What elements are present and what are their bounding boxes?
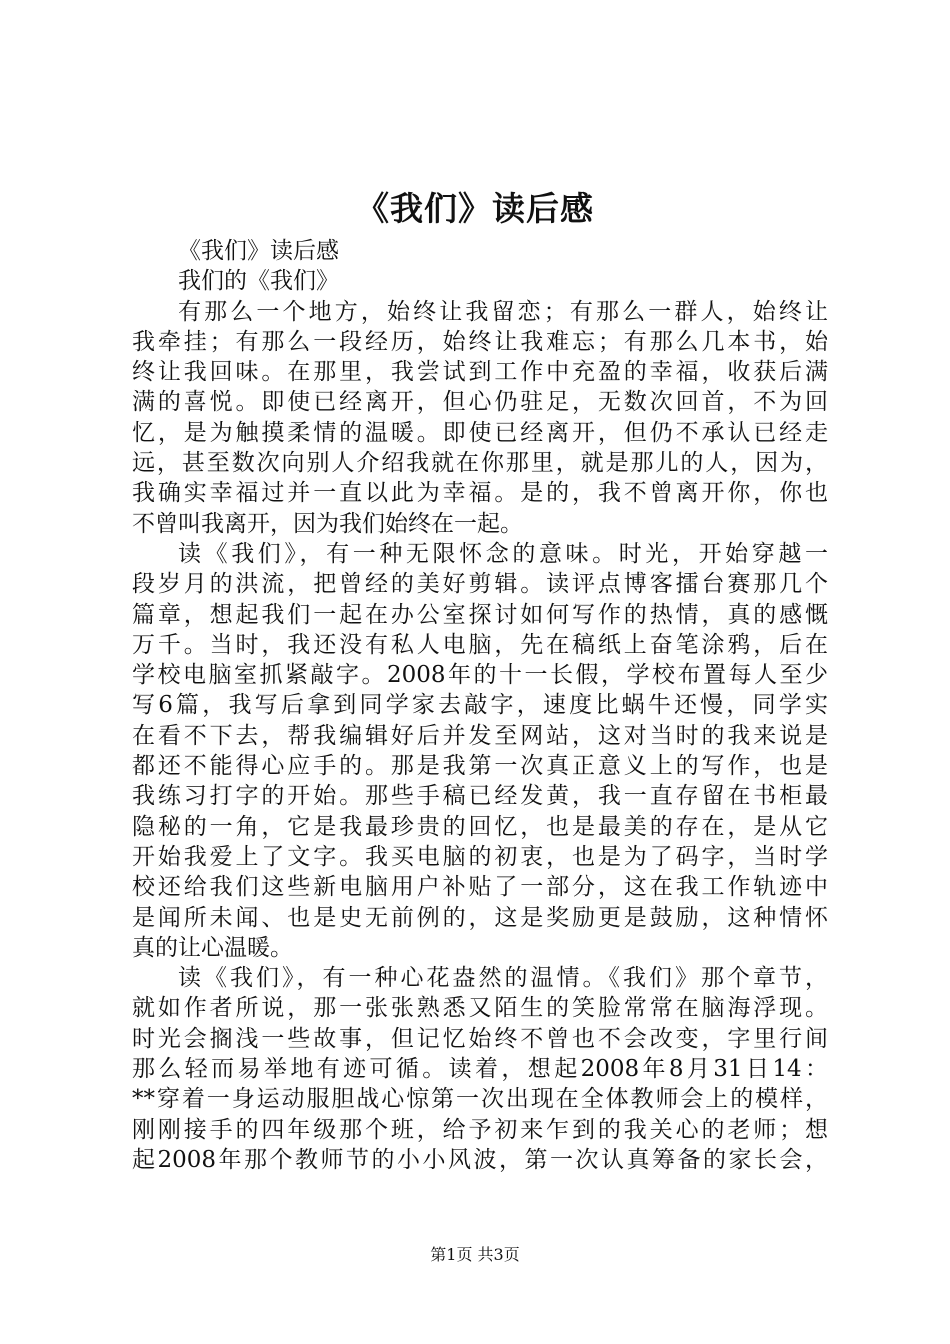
- text-line: 起2008年那个教师节的小小风波，第一次认真筹备的家长会，: [132, 1146, 828, 1173]
- text-line: 我确实幸福过并一直以此为幸福。是的，我不曾离开你，你也: [132, 480, 828, 507]
- page-footer: 第1页 共3页: [430, 1245, 520, 1264]
- text-line: 刚刚接手的四年级那个班，给予初来乍到的我关心的老师；想: [132, 1116, 828, 1143]
- text-line: 隐秘的一角，它是我最珍贵的回忆，也是最美的存在，是从它: [132, 813, 828, 840]
- text-line: 段岁月的洪流，把曾经的美好剪辑。读评点博客擂台赛那几个: [132, 571, 828, 598]
- text-line: **穿着一身运动服胆战心惊第一次出现在全体教师会上的模样，: [132, 1086, 828, 1113]
- text-line: 在看不下去，帮我编辑好后并发至网站，这对当时的我来说是: [132, 722, 828, 749]
- text-line: 校还给我们这些新电脑用户补贴了一部分，这在我工作轨迹中: [132, 874, 828, 901]
- text-line: 是闻所未闻、也是史无前例的，这是奖励更是鼓励，这种情怀: [132, 904, 828, 931]
- text-line: 那么轻而易举地有迹可循。读着，想起2008年8月31日14：: [132, 1056, 828, 1083]
- text-line: 篇章，想起我们一起在办公室探讨如何写作的热情，真的感慨: [132, 601, 828, 628]
- text-line: 真的让心温暖。: [132, 934, 293, 961]
- text-line: 有那么一个地方，始终让我留恋；有那么一群人，始终让: [178, 298, 828, 325]
- text-line: 就如作者所说，那一张张熟悉又陌生的笑脸常常在脑海浮现。: [132, 995, 828, 1022]
- body-text: [132, 236, 828, 1175]
- text-line: 都还不能得心应手的。那是我第一次真正意义上的写作，也是: [132, 753, 828, 780]
- text-line: 远，甚至数次向别人介绍我就在你那里，就是那儿的人，因为，: [132, 450, 828, 477]
- text-line: 我牵挂；有那么一段经历，始终让我难忘；有那么几本书，始: [132, 328, 828, 355]
- text-line: 不曾叫我离开，因为我们始终在一起。: [132, 510, 523, 537]
- text-line: 满的喜悦。即使已经离开，但心仍驻足，无数次回首，不为回: [132, 389, 828, 416]
- text-line: 我们的《我们》: [178, 268, 339, 295]
- text-line: 开始我爱上了文字。我买电脑的初衷，也是为了码字，当时学: [132, 843, 828, 870]
- text-line: 《我们》读后感: [178, 238, 339, 264]
- text-line: 读《我们》，有一种无限怀念的意味。时光，开始穿越一: [178, 540, 828, 567]
- text-line: 读《我们》，有一种心花盎然的温情。《我们》那个章节，: [178, 965, 828, 992]
- text-line: 万千。当时，我还没有私人电脑，先在稿纸上奋笔涂鸦，后在: [132, 631, 828, 658]
- text-line: 忆，是为触摸柔情的温暖。即使已经离开，但仍不承认已经走: [132, 419, 828, 446]
- text-line: 学校电脑室抓紧敲字。2008年的十一长假，学校布置每人至少: [132, 662, 828, 689]
- text-line: 写6篇，我写后拿到同学家去敲字，速度比蜗牛还慢，同学实: [132, 692, 828, 719]
- text-line: 终让我回味。在那里，我尝试到工作中充盈的幸福，收获后满: [132, 359, 828, 386]
- text-line: 时光会搁浅一些故事，但记忆始终不曾也不会改变，字里行间: [132, 1025, 828, 1052]
- text-line: 我练习打字的开始。那些手稿已经发黄，我一直存留在书柜最: [132, 783, 828, 810]
- page-title: 《我们》读后感: [356, 189, 594, 228]
